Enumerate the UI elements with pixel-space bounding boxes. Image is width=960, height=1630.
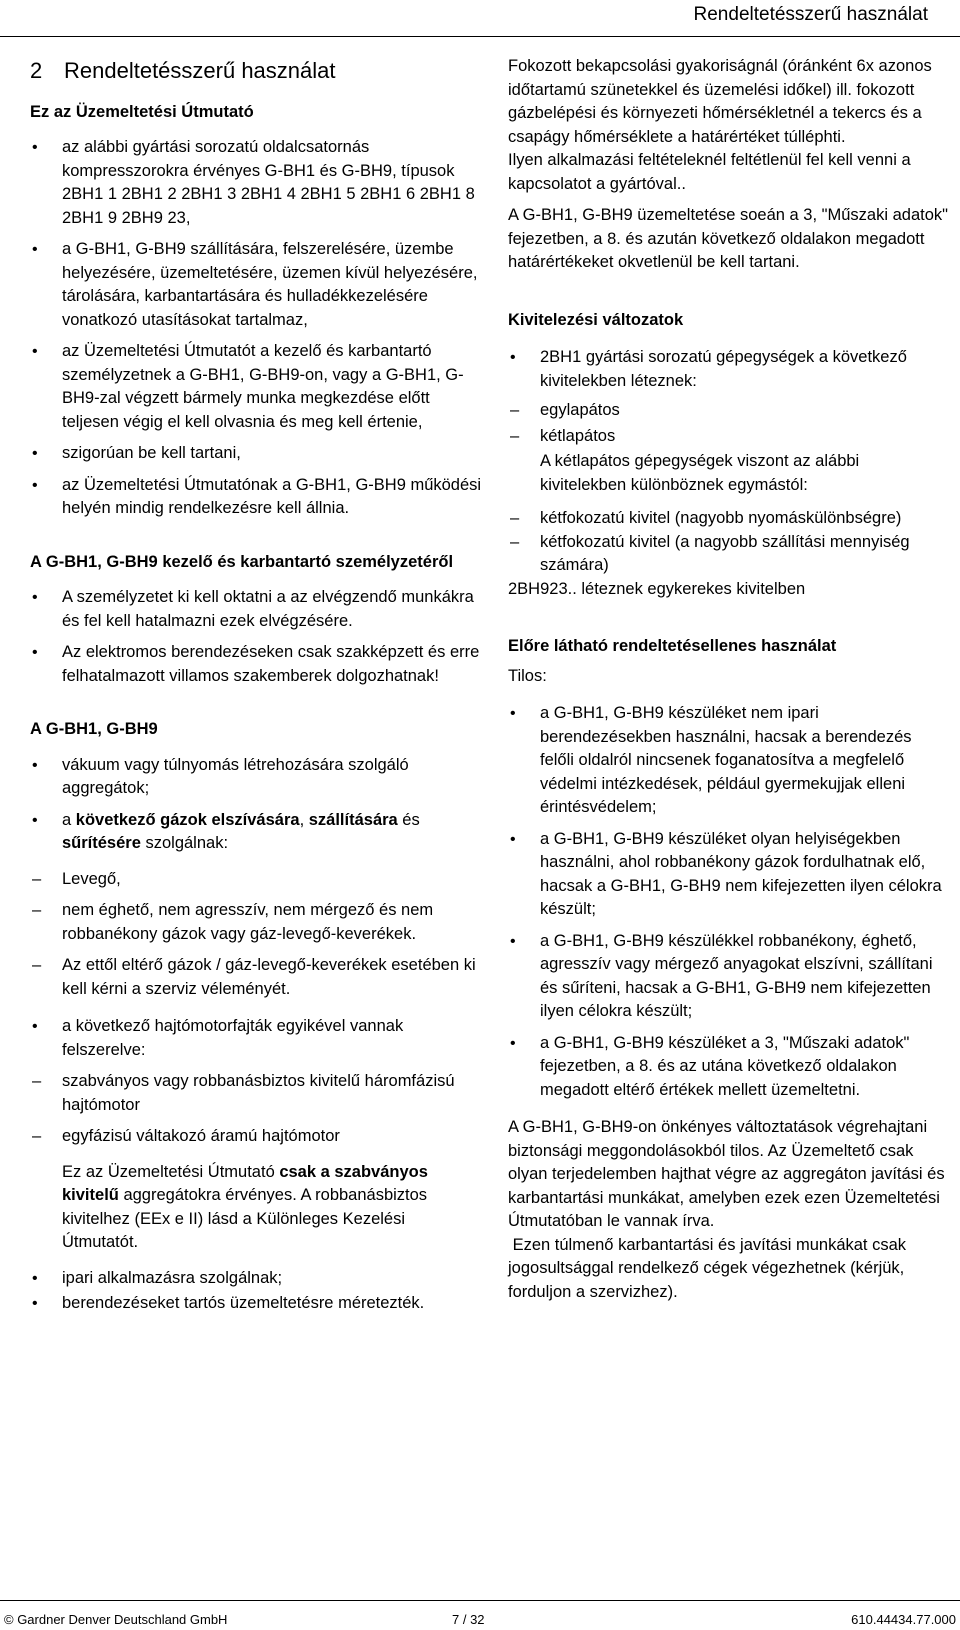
modification-paragraph: A G-BH1, G-BH9-on önkényes változtatások végrehajtani biztonsági meggondolásokból tilos. Az Üzemeltető csak olyan terjedelemben hajthat végre az aggregáton javítási és karbantartási munkákat, amelyben ezek ezen Üzemeltetési Útmutatóban le vannak írva. <box>508 1118 945 1230</box>
page-header <box>0 0 960 44</box>
list-item: – kétlapátos <box>508 425 948 449</box>
left-column <box>30 55 485 1324</box>
list-item: • a G-BH1, G-BH9 készüléket olyan helyiségekben használni, ahol robbanékony gázok fordulhatnak elő, hacsak a G-BH1, G-BH9 nem kifejezetten ilyen célokra készült; <box>508 828 948 922</box>
list-item: • az alábbi gyártási sorozatú oldalcsatornás kompresszorokra érvényes G-BH1 és G-BH9, típusok 2BH1 1 2BH1 2 2BH1 3 2BH1 4 2BH1 5 2BH1 6 2BH1 8 2BH1 9 2BH9 23, <box>30 136 485 230</box>
misuse-heading: Előre látható rendeltetésellenes használat <box>508 637 837 655</box>
list-item: – Levegő, <box>30 868 485 892</box>
list-item: • a G-BH1, G-BH9 készülékkel robbanékony, éghető, agresszív vagy mérgező anyagokat elszívni, szállítani és sűríteni, hacsak a G-BH1, G-BH9 nem kifejezetten ilyen célokra készült; <box>508 930 948 1024</box>
list-item: • berendezéseket tartós üzemeltetésre méretezték. <box>30 1292 485 1316</box>
misuse-list <box>508 702 948 1102</box>
section-title: Rendeltetésszerű használat <box>64 58 336 83</box>
list-item: – Az ettől eltérő gázok / gáz-levegő-keverékek esetében ki kell kérni a szerviz véleményét. <box>30 954 485 1001</box>
list-item: • a G-BH1, G-BH9 készüléket nem ipari berendezésekben használni, hacsak a berendezés felőli oldalról nincsenek foganatosítva a megfelelő védelmi intézkedések, például gyermekujjak elleni érintésvédelem; <box>508 702 948 820</box>
variant-sub-list <box>508 507 948 578</box>
staff-heading: A G-BH1, G-BH9 kezelő és karbantartó személyzetéről <box>30 552 454 571</box>
header-title: Rendeltetésszerű használat <box>693 4 928 25</box>
list-item <box>30 809 485 1002</box>
list-item: • a G-BH1, G-BH9 szállítására, felszerelésére, üzembe helyezésére, üzemeltetésére, üzemen kívül helyezésére, tárolására, karbantartására és hulladékkezelésére vonatkozó utasításokat tartalmaz, <box>30 238 485 332</box>
device-list <box>30 754 485 1063</box>
list-item: • szigorúan be kell tartani, <box>30 442 485 466</box>
intro-list <box>30 136 485 521</box>
staff-list <box>30 586 485 688</box>
bold-run: következő gázok elszívására <box>75 810 300 829</box>
motor-list <box>30 1070 485 1149</box>
page-footer <box>0 1600 960 1627</box>
misuse-label: Tilos: <box>508 666 547 685</box>
bold-run: sűrítésére <box>62 834 141 852</box>
footer-rule <box>0 1600 960 1601</box>
limits-paragraph: A G-BH1, G-BH9 üzemeltetése soeán a 3, "Műszaki adatok" fejezetben, a 8. és azután következő oldalakon megadott határértékeket okvetlenül be kell tartani. <box>508 206 949 271</box>
section-heading <box>30 59 485 83</box>
variants-heading: Kivitelezési változatok <box>508 310 684 329</box>
list-item: • A személyzetet ki kell oktatni a az elvégzendő munkákra és fel kell hatalmazni ezek elvégzésére. <box>30 586 485 633</box>
bold-run: csak a szabványos kivitelű <box>62 1162 428 1204</box>
variant-types-list <box>508 399 948 448</box>
header-rule <box>0 36 960 37</box>
list-item: • az Üzemeltetési Útmutatónak a G-BH1, G-BH9 működési helyén mindig rendelkezésre kell állnia. <box>30 474 485 521</box>
list-item: – kétfokozatú kivitel (a nagyobb szállítási mennyiség számára) <box>508 531 948 578</box>
variants-list <box>508 346 948 393</box>
bold-run: szállítására <box>308 810 398 829</box>
list-item: • a következő hajtómotorfajták egyikével vannak felszerelve: <box>30 1015 485 1062</box>
footer-doc-number: 610.44434.77.000 <box>851 1612 956 1627</box>
right-column <box>508 55 948 1312</box>
list-item: • vákuum vagy túlnyomás létrehozására szolgáló aggregátok; <box>30 754 485 801</box>
text-run: a <box>62 810 76 829</box>
list-item: • az Üzemeltetési Útmutatót a kezelő és karbantartó személyzetnek a G-BH1, G-BH9-on, vagy a G-BH1, G-BH9-zal végzett bármely munka megkezdése előtt teljesen végig el kell olvasnia és meg kell értenie, <box>30 340 485 434</box>
list-item: – szabványos vagy robbanásbiztos kivitelű háromfázisú hajtómotor <box>30 1070 485 1117</box>
variants-text: A kétlapátos gépegységek viszont az alábbi kivitelekben különböznek egymástól: <box>540 452 860 494</box>
text-run: Ez az Üzemeltetési Útmutató <box>62 1162 280 1181</box>
intro-heading: Ez az Üzemeltetési Útmutató <box>30 102 254 121</box>
text-run: aggregátokra érvényes. A robbanásbiztos kivitelhez (EEx e II) lásd a Különleges Kezelési Útmutatót. <box>62 1186 428 1251</box>
list-item: – kétfokozatú kivitel (nagyobb nyomáskülönbségre) <box>508 507 948 531</box>
text-run: és <box>397 810 420 829</box>
text-run: szolgálnak: <box>140 834 229 852</box>
standard-note <box>30 1161 485 1255</box>
list-item: – egyfázisú váltakozó áramú hajtómotor <box>30 1125 485 1149</box>
final-list <box>30 1267 485 1316</box>
footer-company: © Gardner Denver Deutschland GmbH <box>4 1612 228 1627</box>
variants-note: 2BH923.. léteznek egykerekes kivitelben <box>508 579 806 598</box>
gas-list <box>30 868 485 1002</box>
list-item: • a G-BH1, G-BH9 készüléket a 3, "Műszaki adatok" fejezetben, a 8. és az utána következő oldalakon megadott eltérő értékek mellett üzemeltetni. <box>508 1032 948 1103</box>
list-item: • 2BH1 gyártási sorozatú gépegységek a következő kivitelekben léteznek: <box>508 346 948 393</box>
device-heading: A G-BH1, G-BH9 <box>30 720 158 738</box>
section-number: 2 <box>30 58 43 83</box>
footer-page-number: 7 / 32 <box>452 1612 485 1627</box>
frequency-paragraph: Fokozott bekapcsolási gyakoriságnál (óránként 6x azonos időtartamú szünetekkel és üzemelési időkel) ill. fokozott gázbelépési és környezeti hőmérsékletnél a tekercs és a csapágy hőmérséklete a határértéket túlléphti. <box>508 57 932 146</box>
list-item: • Az elektromos berendezéseken csak szakképzett és erre felhatalmazott villamos szakemberek dolgozhatnak! <box>30 641 485 688</box>
list-item: – nem éghető, nem agresszív, nem mérgező és nem robbanékony gázok vagy gáz-levegő-keverékek. <box>30 899 485 946</box>
list-item: • ipari alkalmazásra szolgálnak; <box>30 1267 485 1291</box>
service-paragraph: Ezen túlmenő karbantartási és javítási munkákat csak jogosultsággal rendelkező cégek végezhetnek (kérjük, forduljon a szervizhez). <box>508 1235 911 1301</box>
contact-paragraph: Ilyen alkalmazási feltételeknél feltétlenül fel kell venni a kapcsolatot a gyártóval.. <box>508 151 911 193</box>
text-run: , <box>299 810 309 829</box>
list-item: – egylapátos <box>508 399 948 423</box>
